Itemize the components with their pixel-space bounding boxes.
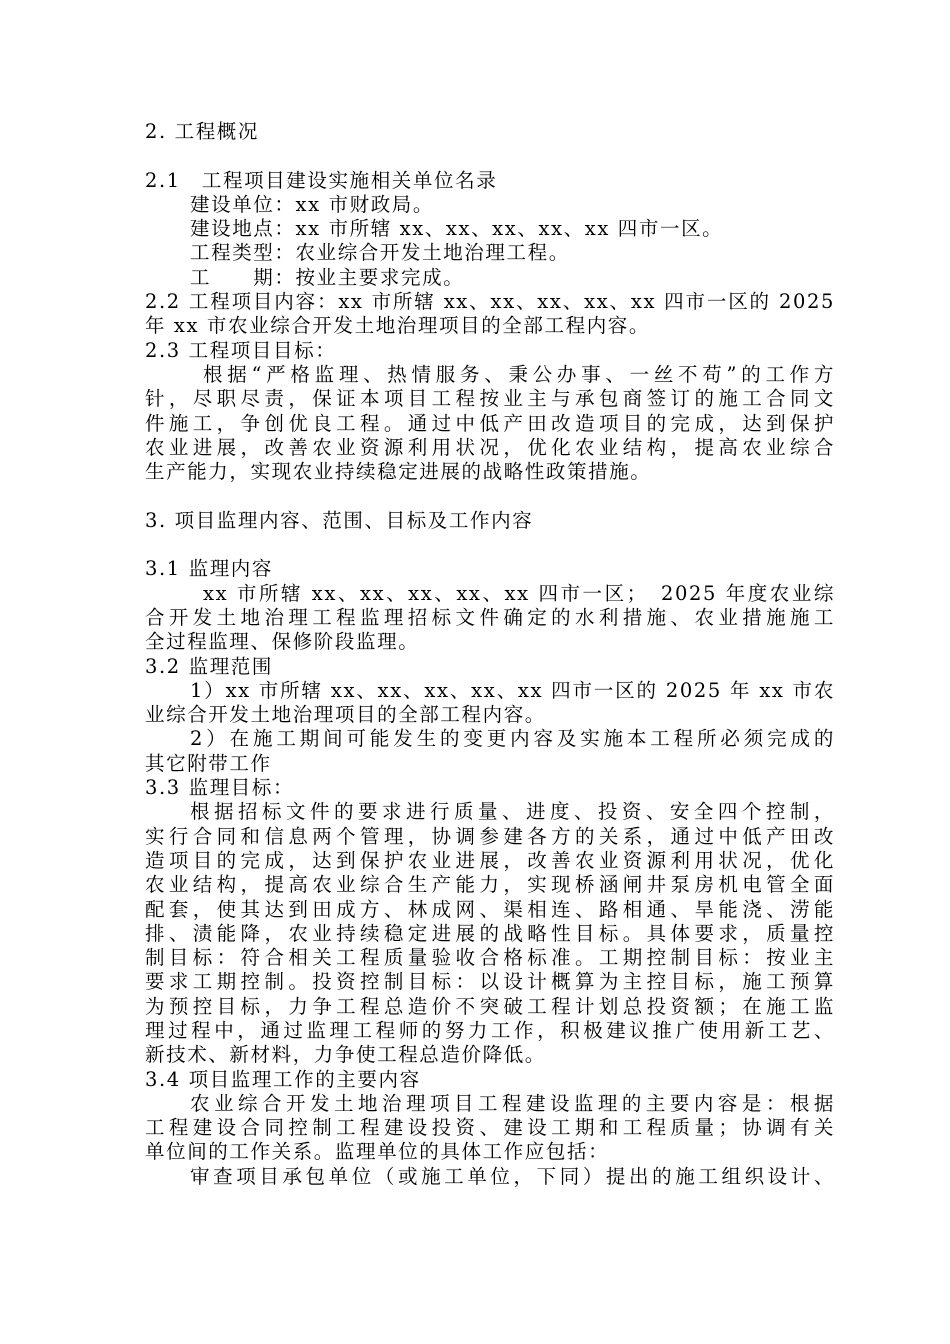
text-line: 全过程监理、保修阶段监理。 (145, 630, 420, 654)
text-line: 2）在施工期间可能发生的变更内容及实施本工程所必须完成的 (190, 727, 835, 751)
text-line: 要求工期控制。投资控制目标：以设计概算为主控目标，施工预算 (145, 970, 835, 994)
text-line: 农业进展，改善农业资源利用状况，优化农业结构，提高农业综合 (145, 435, 835, 459)
text-line: 新技术、新材料，力争使工程总造价降低。 (145, 1043, 546, 1067)
text-line: 建设地点：xx 市所辖 xx、xx、xx、xx、xx 四市一区。 (190, 217, 724, 241)
subsection-heading-3-4: 3.4 项目监理工作的主要内容 (145, 1067, 421, 1091)
text-line: 2.2 工程项目内容：xx 市所辖 xx、xx、xx、xx、xx 四市一区的 2025 (145, 290, 835, 314)
text-line: 合开发土地治理工程监理招标文件确定的水利措施、农业措施施工 (145, 605, 835, 629)
document-body (145, 120, 835, 1189)
section-heading-3: 3. 项目监理内容、范围、目标及工作内容 (145, 508, 534, 532)
text-line: 单位间的工作关系。监理单位的具体工作应包括： (145, 1140, 610, 1164)
text-line: 理过程中，通过监理工程师的努力工作，积极建议推广使用新工艺、 (145, 1018, 835, 1042)
text-line: 工 期：按业主要求完成。 (190, 265, 465, 289)
text-line: 针，尽职尽责，保证本项目工程按业主与承包商签订的施工合同文 (145, 387, 835, 411)
text-line: 排、渍能降，农业持续稳定进展的战略性目标。具体要求，质量控 (145, 921, 835, 945)
text-line: 根据招标文件的要求进行质量、进度、投资、安全四个控制， (190, 800, 835, 824)
blank-line (145, 484, 835, 508)
blank-line (145, 144, 835, 168)
text-line: 生产能力，实现农业持续稳定进展的战略性政策措施。 (145, 460, 652, 484)
text-line: 实行合同和信息两个管理，协调参建各方的关系，通过中低产田改 (145, 824, 835, 848)
section-heading-2: 2. 工程概况 (145, 120, 260, 143)
text-line: 业综合开发土地治理项目的全部工程内容。 (145, 703, 546, 727)
text-line: 造项目的完成，达到保护农业进展，改善农业资源利用状况，优化 (145, 848, 835, 872)
text-line: 其它附带工作 (145, 751, 272, 775)
text-line: xx 市所辖 xx、xx、xx、xx、xx 四市一区； 2025 年度农业综 (203, 581, 835, 605)
text-line: 农业综合开发土地治理项目工程建设监理的主要内容是：根据 (190, 1091, 835, 1115)
text-line: 根据“严格监理、热情服务、秉公办事、一丝不苟”的工作方 (203, 362, 835, 386)
subsection-heading-2-1: 2.1 工程项目建设实施相关单位名录 (145, 168, 498, 192)
text-line: 年 xx 市农业综合开发土地治理项目的全部工程内容。 (145, 314, 650, 338)
text-line: 件施工，争创优良工程。通过中低产田改造项目的完成，达到保护 (145, 411, 835, 435)
blank-line (145, 533, 835, 557)
text-line: 审查项目承包单位（或施工单位，下同）提出的施工组织设计、 (190, 1164, 835, 1188)
text-line: 农业结构，提高农业综合生产能力，实现桥涵闸井泵房机电管全面 (145, 873, 835, 897)
subsection-heading-3-3: 3.3 监理目标： (145, 776, 295, 800)
text-line: 建设单位：xx 市财政局。 (190, 192, 434, 216)
subsection-heading-3-2: 3.2 监理范围 (145, 654, 274, 678)
text-line: 配套，使其达到田成方、林成网、渠相连、路相通、旱能浇、涝能 (145, 897, 835, 921)
text-line: 制目标：符合相关工程质量验收合格标准。工期控制目标：按业主 (145, 946, 835, 970)
text-line: 1）xx 市所辖 xx、xx、xx、xx、xx 四市一区的 2025 年 xx 市农 (190, 678, 835, 702)
text-line: 工程建设合同控制工程建设投资、建设工期和工程质量；协调有关 (145, 1116, 835, 1140)
subsection-heading-2-3: 2.3 工程项目目标： (145, 338, 337, 362)
text-line: 为预控目标，力争工程总造价不突破工程计划总投资额；在施工监 (145, 994, 835, 1018)
subsection-heading-3-1: 3.1 监理内容 (145, 557, 274, 581)
text-line: 工程类型：农业综合开发土地治理工程。 (190, 241, 570, 265)
